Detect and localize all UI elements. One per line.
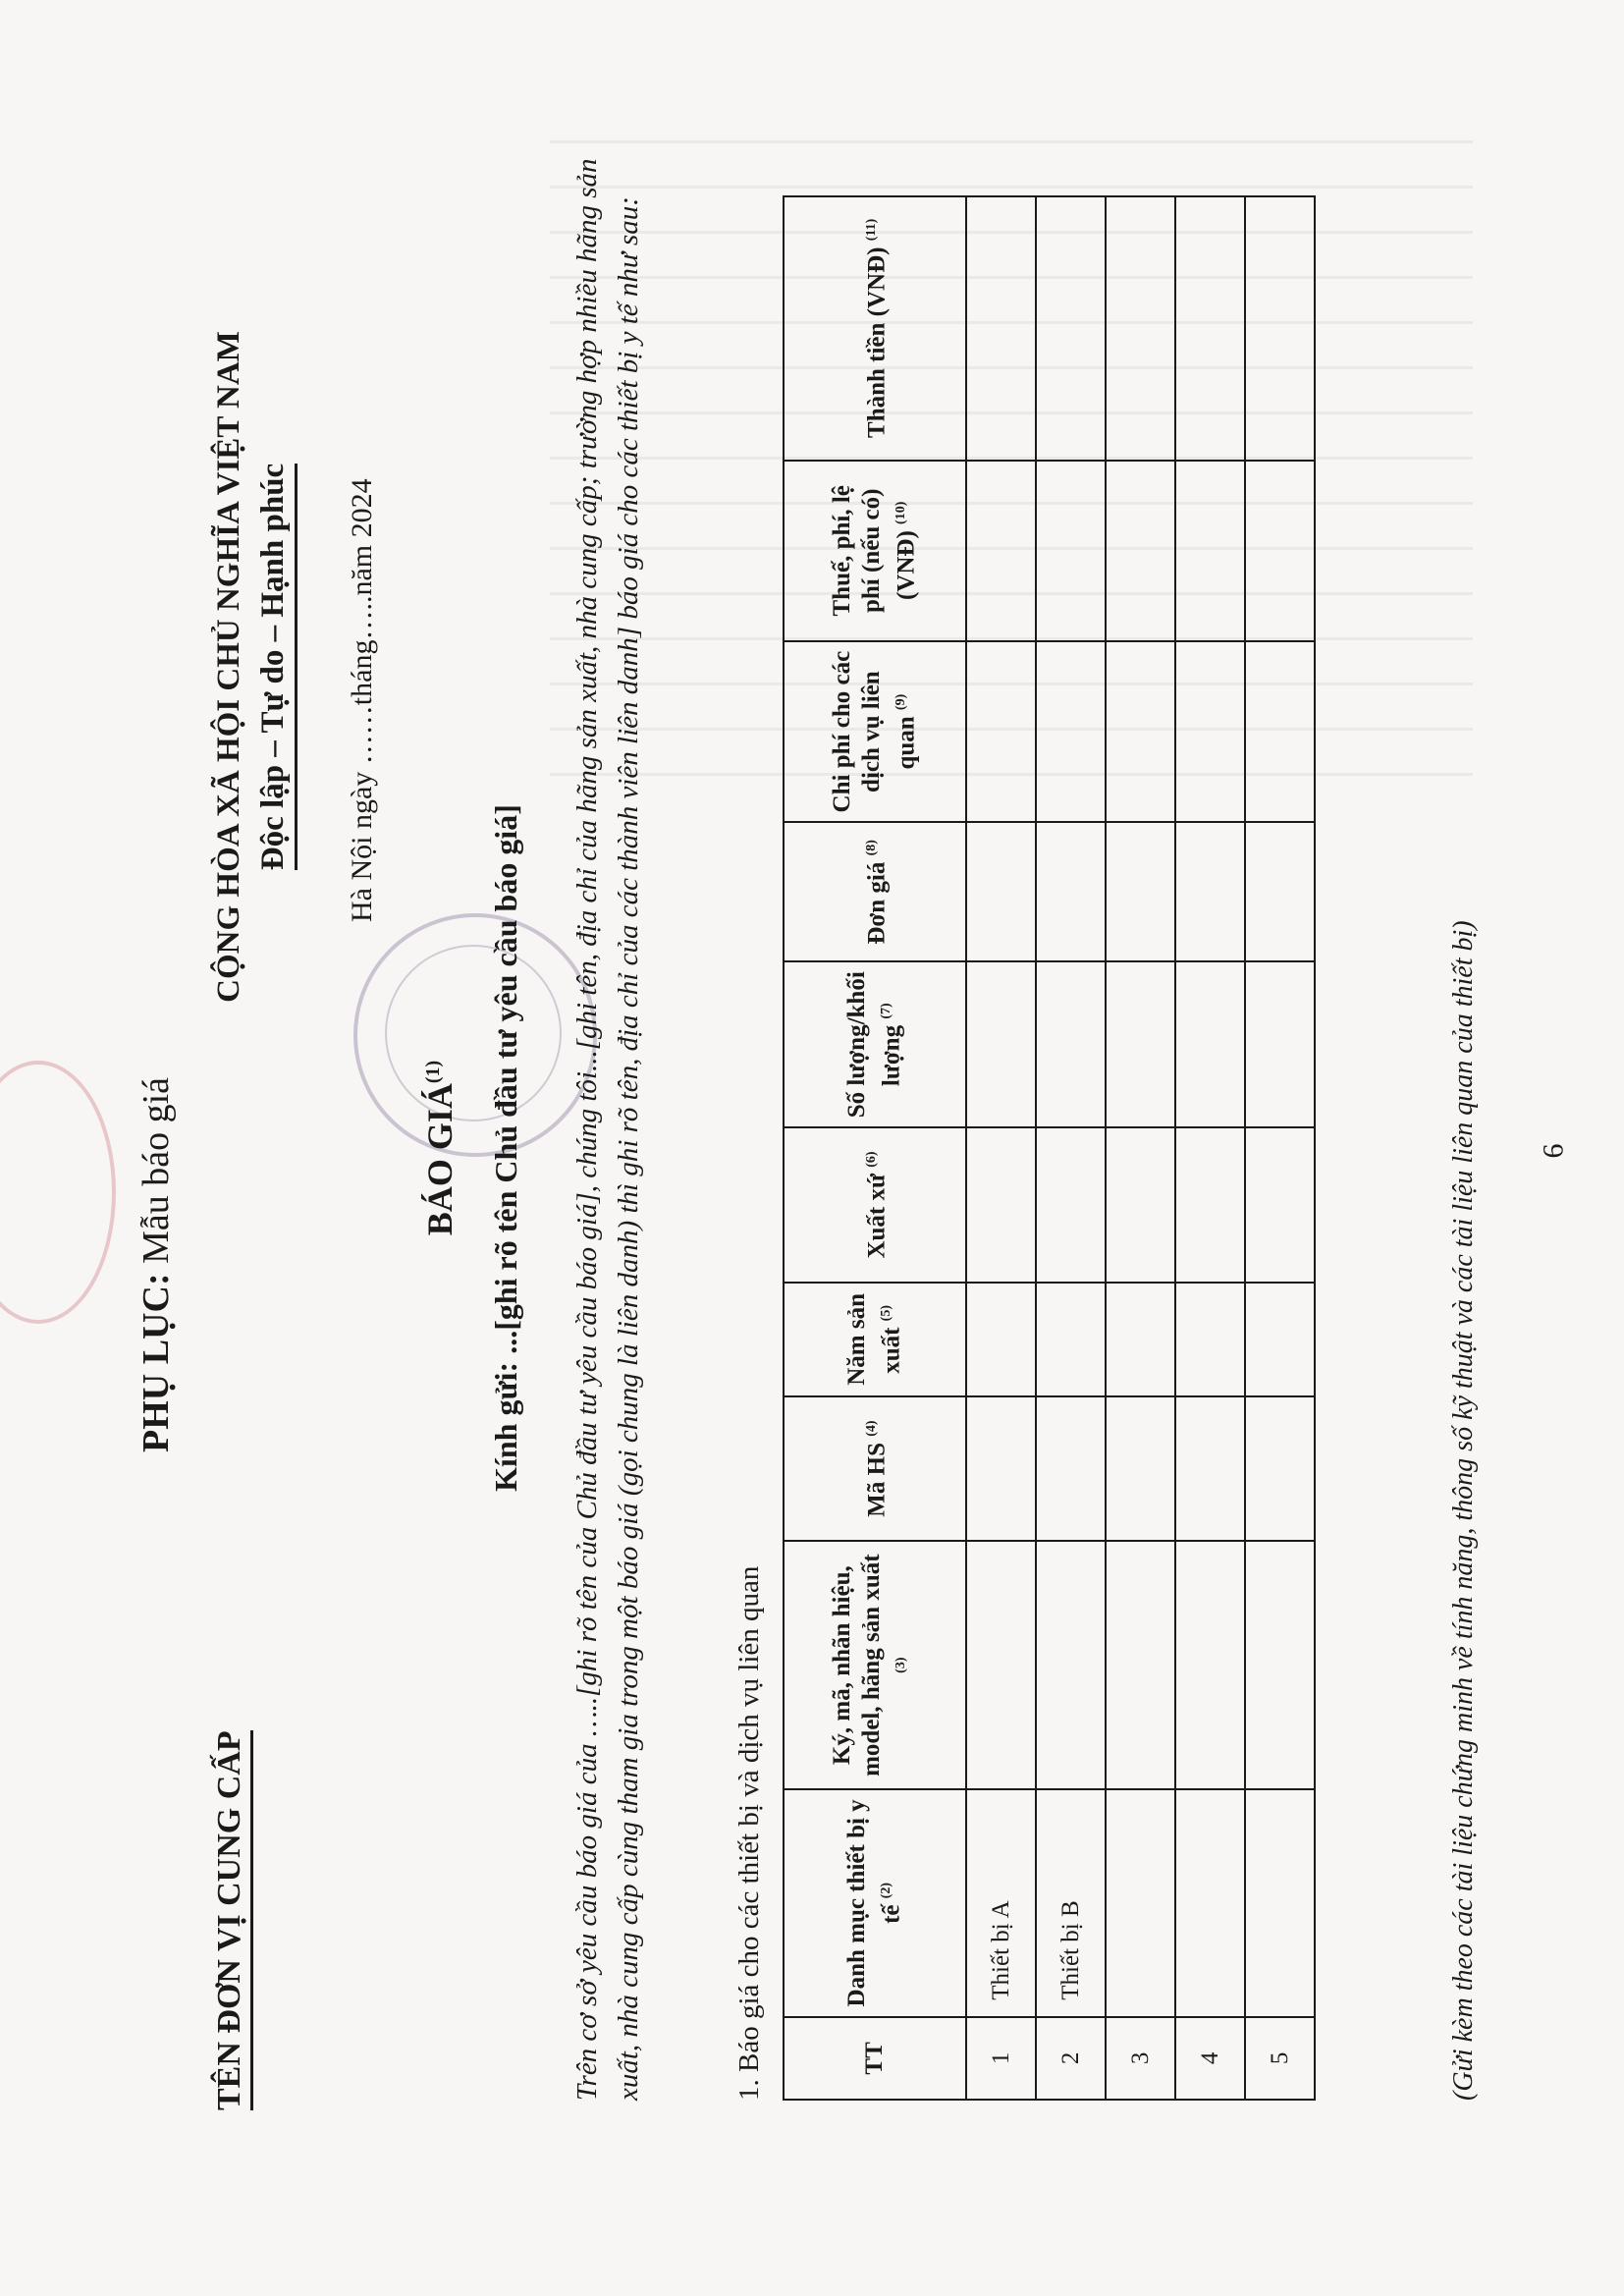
empty-cell xyxy=(1175,1127,1245,1283)
empty-cell xyxy=(966,822,1036,961)
empty-cell xyxy=(1036,1396,1106,1541)
column-header: Mã HS $^{(4)}$ xyxy=(784,1396,966,1541)
appendix-title: PHỤ LỤC: Mẫu báo giá xyxy=(135,1076,177,1452)
device-name: Thiết bị B xyxy=(1036,1789,1106,2017)
empty-cell xyxy=(1106,961,1175,1127)
empty-cell xyxy=(1175,1541,1245,1789)
column-header: Chi phí cho các dịch vụ liên quan $^{(9)}$ xyxy=(784,641,966,822)
empty-cell xyxy=(1175,822,1245,961)
section-heading: 1. Báo giá cho các thiết bị và dịch vụ liên quan xyxy=(733,1565,765,2101)
empty-cell xyxy=(1175,196,1245,461)
date-line: Hà Nội ngày ……tháng…..năm 2024 xyxy=(346,478,378,922)
empty-cell xyxy=(1036,961,1106,1127)
table-row xyxy=(1175,196,1245,2100)
device-name: Thiết bị A xyxy=(966,1789,1036,2017)
column-header: Xuất xứ $^{(6)}$ xyxy=(784,1127,966,1283)
row-number: 5 xyxy=(1245,2017,1315,2100)
document-title: BÁO GIÁ$^{(1)}$ xyxy=(420,1060,460,1236)
column-header: Danh mục thiết bị y tế $^{(2)}$ xyxy=(784,1789,966,2017)
row-number: 1 xyxy=(966,2017,1036,2100)
empty-cell xyxy=(966,1396,1036,1541)
intro-paragraph: Trên cơ sở yêu cầu báo giá của …..[ghi rõ tên của Chủ đầu tư yêu cầu báo giá], chúng tôi...[ghi tên, địa chỉ của hãng sản xuất, nhà cung cấp; trường hợp nhiều hãng sản xuất, nhà cung cấp cùng tham gia trong một báo giá (gọi chung là liên danh) thì ghi rõ tên, địa chỉ của các thành viên liên danh] báo giá cho các thiết bị y tế như sau: xyxy=(571,158,644,2101)
empty-cell xyxy=(1106,641,1175,822)
empty-cell xyxy=(966,1127,1036,1283)
column-header: Số lượng/khối lượng $^{(7)}$ xyxy=(784,961,966,1127)
empty-cell xyxy=(1175,1396,1245,1541)
empty-cell xyxy=(1245,1396,1315,1541)
device-name xyxy=(1106,1789,1175,2017)
empty-cell xyxy=(1036,641,1106,822)
rotated-page xyxy=(95,78,1529,2218)
empty-cell xyxy=(1036,1541,1106,1789)
empty-cell xyxy=(1245,822,1315,961)
recipient-line: Kính gửi: ...[ghi rõ tên Chủ đầu tư yêu cầu báo giá] xyxy=(488,804,523,1492)
empty-cell xyxy=(966,1541,1036,1789)
empty-cell xyxy=(1106,1127,1175,1283)
empty-cell xyxy=(1245,196,1315,461)
empty-cell xyxy=(1036,1127,1106,1283)
empty-cell xyxy=(1245,461,1315,641)
empty-cell xyxy=(1245,1283,1315,1396)
empty-cell xyxy=(1106,1541,1175,1789)
column-header: Thuế, phí, lệ phí (nếu có) (VNĐ) $^{(10)}$ xyxy=(784,461,966,641)
page-number: 6 xyxy=(1537,1143,1570,1159)
table-row xyxy=(1106,196,1175,2100)
column-header: Ký, mã, nhãn hiệu, model, hãng sản xuất $^{(3)}$ xyxy=(784,1541,966,1789)
empty-cell xyxy=(966,461,1036,641)
nation-line-2: Độc lập – Tự do – Hạnh phúc xyxy=(255,464,298,870)
empty-cell xyxy=(1106,1396,1175,1541)
device-name xyxy=(1175,1789,1245,2017)
empty-cell xyxy=(1245,961,1315,1127)
nation-line-1: CỘNG HÒA XÃ HỘI CHỦ NGHĨA VIỆT NAM xyxy=(211,331,246,1003)
row-number: 4 xyxy=(1175,2017,1245,2100)
footnote-attachments: (Gửi kèm theo các tài liệu chứng minh về tính năng, thông số kỹ thuật và các tài liệu liên quan của thiết bị) xyxy=(1448,920,1479,2101)
table-row xyxy=(1245,196,1315,2100)
empty-cell xyxy=(1245,641,1315,822)
empty-cell xyxy=(1036,822,1106,961)
empty-cell xyxy=(1036,1283,1106,1396)
supplier-name-placeholder: TÊN ĐƠN VỊ CUNG CẤP xyxy=(211,1730,253,2110)
column-header: Thành tiền (VNĐ) $^{(11)}$ xyxy=(784,196,966,461)
empty-cell xyxy=(1175,641,1245,822)
device-name xyxy=(1245,1789,1315,2017)
row-number: 3 xyxy=(1106,2017,1175,2100)
empty-cell xyxy=(966,196,1036,461)
empty-cell xyxy=(966,961,1036,1127)
column-header: TT xyxy=(784,2017,966,2100)
quotation-table xyxy=(783,195,1316,2101)
empty-cell xyxy=(966,641,1036,822)
column-header: Năm sản xuất $^{(5)}$ xyxy=(784,1283,966,1396)
empty-cell xyxy=(1175,1283,1245,1396)
empty-cell xyxy=(1106,196,1175,461)
empty-cell xyxy=(1106,461,1175,641)
empty-cell xyxy=(966,1283,1036,1396)
row-number: 2 xyxy=(1036,2017,1106,2100)
empty-cell xyxy=(1175,461,1245,641)
column-header: Đơn giá $^{(8)}$ xyxy=(784,822,966,961)
table-row xyxy=(1036,196,1106,2100)
empty-cell xyxy=(1106,1283,1175,1396)
empty-cell xyxy=(1245,1127,1315,1283)
empty-cell xyxy=(1245,1541,1315,1789)
table-row xyxy=(966,196,1036,2100)
empty-cell xyxy=(1036,461,1106,641)
empty-cell xyxy=(1036,196,1106,461)
empty-cell xyxy=(1106,822,1175,961)
empty-cell xyxy=(1175,961,1245,1127)
national-motto xyxy=(211,225,298,1109)
